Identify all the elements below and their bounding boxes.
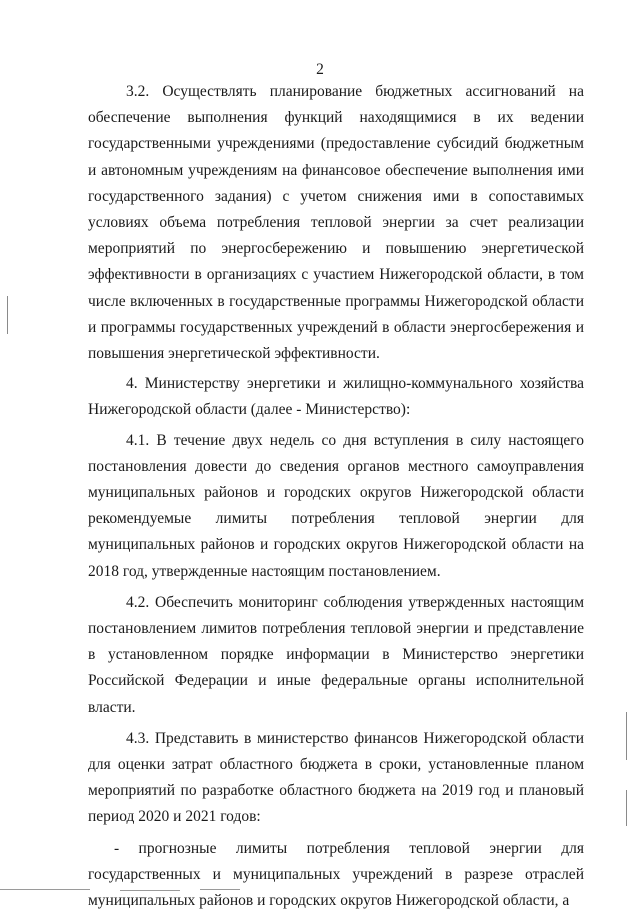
paragraph-4-2: 4.2. Обеспечить мониторинг соблюдения утвержденных настоящим постановлением лимитов потребления тепловой энергии и представление в установленном порядке информации в Министерство энергетики Российской Федерации и иные федеральные органы исполнительной власти.	[88, 593, 584, 716]
scan-bottom-edge-mark-3	[200, 889, 240, 890]
paragraph-3-2: 3.2. Осуществлять планирование бюджетных ассигнований на обеспечение выполнения функций находящимися в их ведении государственными учреждениями (предоставление субсидий бюджетным и автономным учреждениям на финансовое обеспечение выполнения ими государственного задания) с учетом снижения ими в сопоставимых условиях объема потребления тепловой энергии за счет реализации мероприятий по энергосбережению и повышению энергетической эффективности в организациях с участием Нижегородской области, в том числе включенных в государственные программы Нижегородской области и программы государственных учреждений в области энергосбережения и повышения энергетической эффективности.	[88, 83, 584, 363]
page-number: 2	[316, 61, 324, 78]
paragraph-4-1: 4.1. В течение двух недель со дня вступления в силу настоящего постановления довести до сведения органов местного самоуправления муниципальных районов и городских округов Нижегородской области рекомендуемые лимиты потребления тепловой энергии для муниципальных районов и городских округов Нижегородской области на 2018 год, утвержденные настоящим постановлением.	[88, 431, 584, 580]
document-body	[88, 79, 584, 914]
scan-bottom-edge-mark	[0, 889, 90, 890]
paragraph-list-item: - прогнозные лимиты потребления тепловой энергии для государственных и муниципальных учреждений в разрезе отраслей муниципальных районов и городских округов Нижегородской области, а	[88, 839, 584, 910]
scan-margin-mark-right-lower	[626, 790, 627, 826]
scan-margin-mark-right	[626, 712, 627, 760]
paragraph-4-3: 4.3. Представить в министерство финансов Нижегородской области для оценки затрат областного бюджета в сроки, установленные планом мероприятий по разработке областного бюджета на 2019 год и плановый период 2020 и 2021 годов:	[88, 729, 584, 826]
scan-bottom-edge-mark-2	[120, 890, 180, 891]
scan-margin-mark-left	[7, 296, 8, 334]
paragraph-4: 4. Министерству энергетики и жилищно-коммунального хозяйства Нижегородской области (далее - Министерство):	[88, 375, 584, 419]
